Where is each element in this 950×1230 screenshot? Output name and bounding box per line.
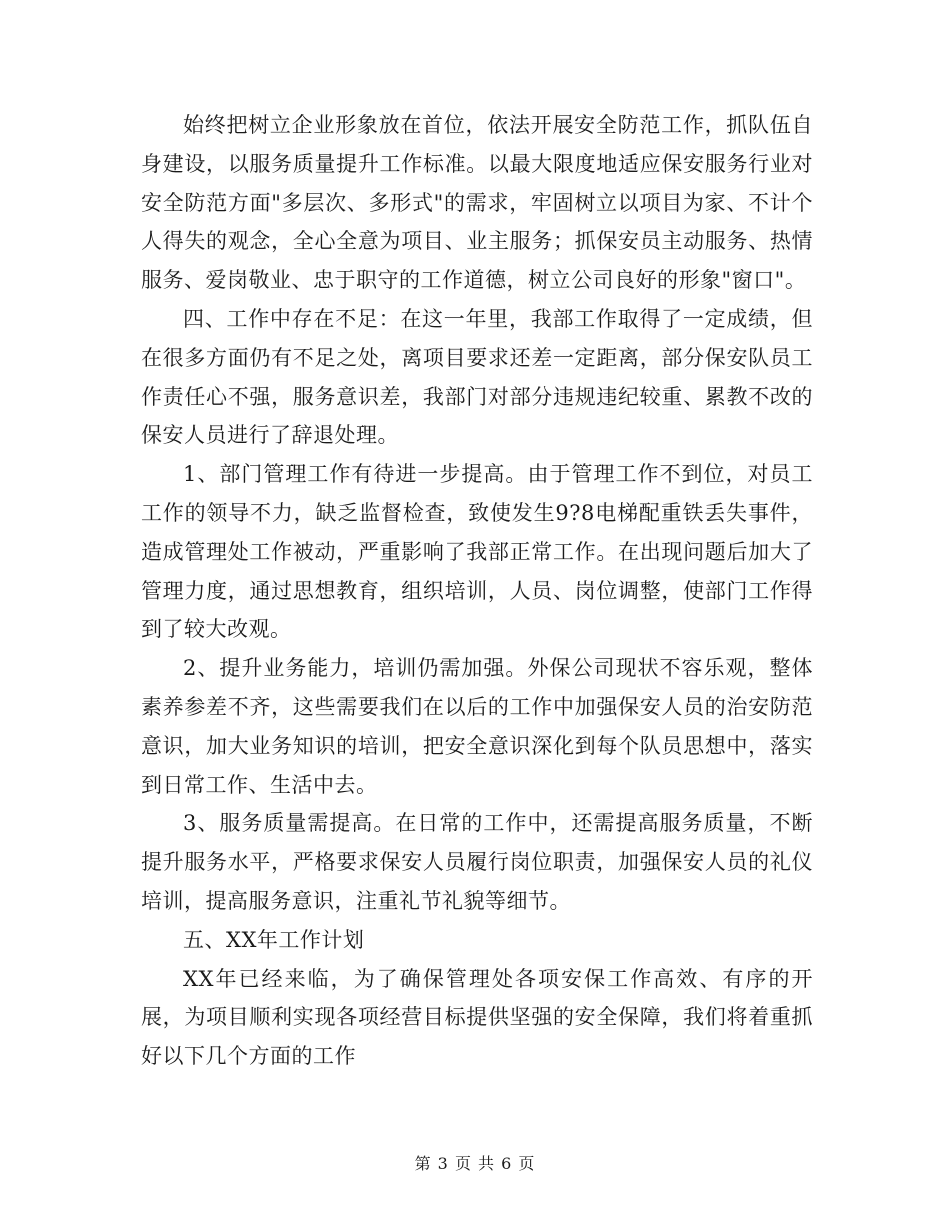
page-number-footer: 第 3 页 共 6 页 (414, 1154, 536, 1173)
paragraph-shortcomings: 四、工作中存在不足：在这一年里，我部工作取得了一定成绩，但在很多方面仍有不足之处，离项目要求还差一定距离，部分保安队员工作责任心不强，服务意识差，我部门对部分违规违纪较重、累教不改的保安人员进行了辞退处理。 (141, 306, 813, 448)
paragraph-item-1-management: 1、部门管理工作有待进一步提高。由于管理工作不到位，对员工工作的领导不力，缺乏监督检查，致使发生9?8电梯配重铁丢失事件，造成管理处工作被动，严重影响了我部正常工作。在出现问题后加大了管理力度，通过思想教育，组织培训，人员、岗位调整，使部门工作得到了较大改观。 (141, 462, 813, 642)
paragraph-item-2-training: 2、提升业务能力，培训仍需加强。外保公司现状不容乐观，整体素养参差不齐，这些需要我们在以后的工作中加强保安人员的治安防范意识，加大业务知识的培训，把安全意识深化到每个队员思想中，落实到日常工作、生活中去。 (141, 656, 813, 797)
paragraph-work-plan-intro: XX年已经来临，为了确保管理处各项安保工作高效、有序的开展，为项目顺利实现各项经营目标提供坚强的安全保障，我们将着重抓好以下几个方面的工作 (141, 966, 813, 1069)
paragraph-item-3-service: 3、服务质量需提高。在日常的工作中，还需提高服务质量，不断提升服务水平，严格要求保安人员履行岗位职责，加强保安人员的礼仪培训，提高服务意识，注重礼节礼貌等细节。 (141, 811, 813, 913)
section-heading-work-plan: 五、XX年工作计划 (183, 927, 365, 952)
paragraph-company-image: 始终把树立企业形象放在首位，依法开展安全防范工作，抓队伍自身建设，以服务质量提升工作标准。以最大限度地适应保安服务行业对安全防范方面"多层次、多形式"的需求，牢固树立以项目为家、不计个人得失的观念，全心全意为项目、业主服务；抓保安员主动服务、热情服务、爱岗敬业、忠于职守的工作道德，树立公司良好的形象"窗口"。 (141, 113, 813, 293)
document-body (141, 106, 813, 1076)
